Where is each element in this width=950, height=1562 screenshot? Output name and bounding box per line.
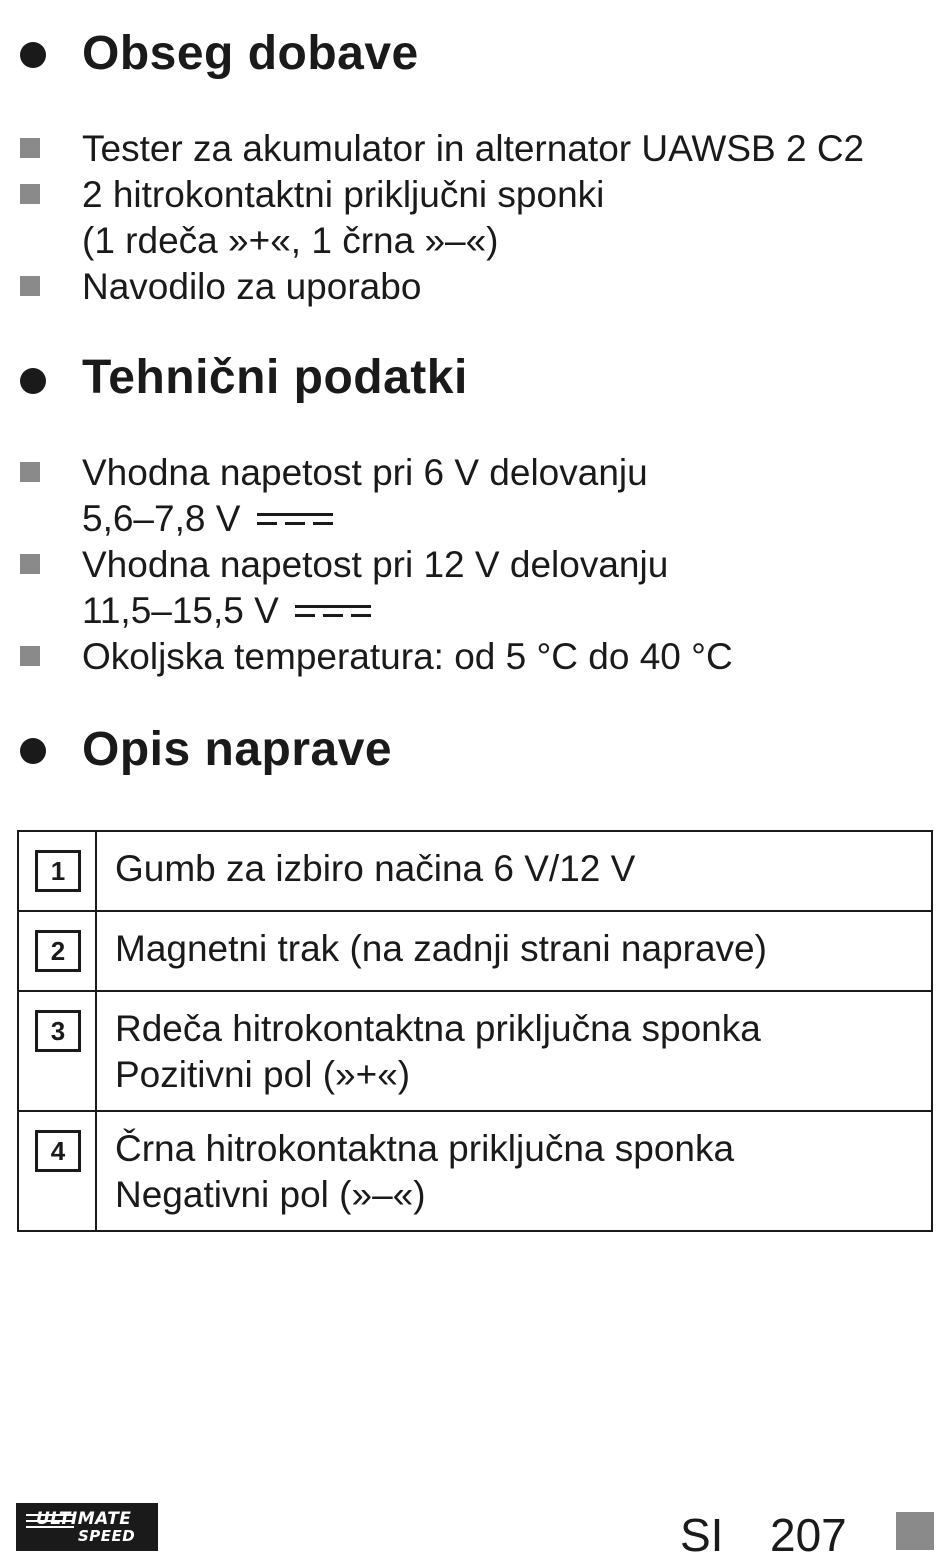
section-title: Obseg dobave <box>82 27 419 80</box>
part-number-badge: 2 <box>35 930 81 972</box>
direct-current-icon <box>295 603 371 619</box>
technical-list <box>0 450 733 680</box>
table-row <box>18 991 932 1111</box>
part-description: Gumb za izbiro načina 6 V/12 V <box>115 848 636 889</box>
square-bullet-icon <box>20 646 40 666</box>
list-item: Navodilo za uporabo <box>0 264 864 310</box>
list-item: Tester za akumulator in alternator UAWSB 2 C2 <box>0 126 864 172</box>
square-bullet-icon <box>20 554 40 574</box>
square-bullet-icon <box>20 138 40 158</box>
part-number-badge: 3 <box>35 1010 81 1052</box>
delivery-list <box>0 126 864 310</box>
part-number-badge: 1 <box>35 850 81 892</box>
heading-bullet-icon <box>20 368 46 394</box>
table-row <box>18 831 932 911</box>
section-title: Tehnični podatki <box>82 351 468 404</box>
heading-bullet-icon <box>20 738 46 764</box>
part-description: Rdeča hitrokontaktna priključna sponka <box>115 1008 761 1049</box>
section-title: Opis naprave <box>82 723 393 776</box>
list-item: 2 hitrokontaktni priključni sponki (1 rdeča »+«, 1 črna »–«) <box>0 172 864 264</box>
list-item: Vhodna napetost pri 12 V delovanju 11,5–15,5 V <box>0 542 733 634</box>
language-code: SI <box>680 1509 724 1561</box>
ultimate-speed-logo: ULTIMATE SPEED <box>16 1503 158 1551</box>
square-bullet-icon <box>20 184 40 204</box>
part-number-badge: 4 <box>35 1130 81 1172</box>
part-description: Magnetni trak (na zadnji strani naprave) <box>115 928 767 969</box>
part-description: Črna hitrokontaktna priključna sponka <box>115 1128 735 1169</box>
heading-bullet-icon <box>20 42 46 68</box>
page-number: 207 <box>770 1509 847 1561</box>
list-item: Okoljska temperatura: od 5 °C do 40 °C <box>0 634 733 680</box>
page-marker-square-icon <box>896 1512 934 1550</box>
square-bullet-icon <box>20 462 40 482</box>
part-description: Pozitivni pol (»+«) <box>115 1054 411 1095</box>
table-row <box>18 911 932 991</box>
parts-table <box>17 830 933 1232</box>
square-bullet-icon <box>20 276 40 296</box>
table-row <box>18 1111 932 1231</box>
part-description: Negativni pol (»–«) <box>115 1174 426 1215</box>
list-item: Vhodna napetost pri 6 V delovanju 5,6–7,8 V <box>0 450 733 542</box>
direct-current-icon <box>257 511 333 527</box>
